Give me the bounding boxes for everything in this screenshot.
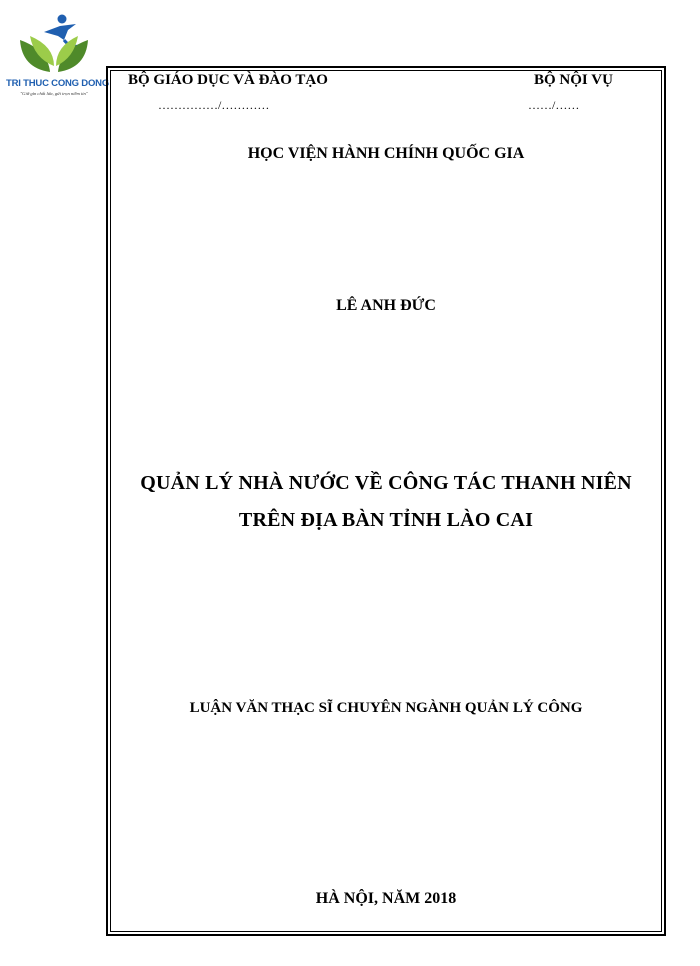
reference-dots-left: ……………/………… <box>158 98 270 112</box>
reference-dots-right: ……/…… <box>528 98 580 112</box>
ministry-interior-heading: BỘ NỘI VỤ <box>534 72 613 88</box>
thesis-title-line-1: QUẢN LÝ NHÀ NƯỚC VỀ CÔNG TÁC THANH NIÊN <box>140 472 632 494</box>
author-name: LÊ ANH ĐỨC <box>336 297 436 314</box>
brand-logo <box>6 8 110 100</box>
thesis-type: LUẬN VĂN THẠC SĨ CHUYÊN NGÀNH QUẢN LÝ CÔNG <box>189 700 583 716</box>
logo-emblem-icon <box>14 10 94 78</box>
ministry-education-heading: BỘ GIÁO DỤC VÀ ĐÀO TẠO <box>128 72 328 88</box>
logo-slogan: "Giữ gìn chất lửa, gửi trọn niềm tin" <box>20 91 88 96</box>
logo-name: TRI THUC CONG DONG <box>6 78 110 89</box>
thesis-title-line-2: TRÊN ĐỊA BÀN TỈNH LÀO CAI <box>238 509 534 531</box>
place-and-year: HÀ NỘI, NĂM 2018 <box>315 890 457 907</box>
page-border-inner <box>110 70 662 932</box>
academy-name: HỌC VIỆN HÀNH CHÍNH QUỐC GIA <box>247 145 525 162</box>
